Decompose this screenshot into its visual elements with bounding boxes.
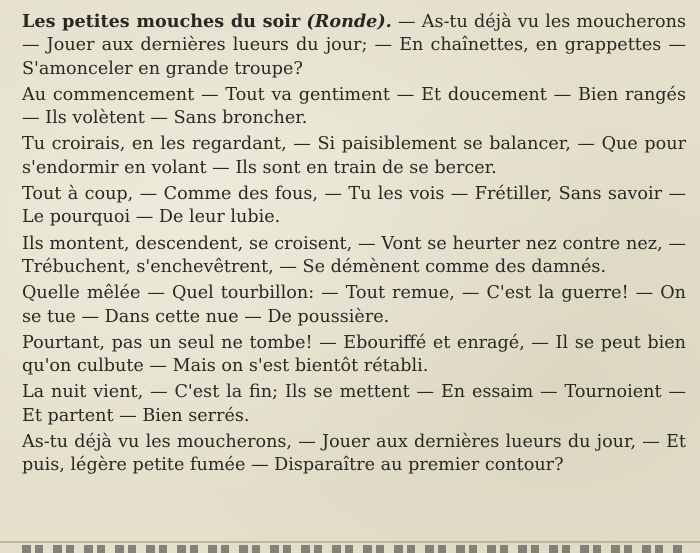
poem-title: Les petites mouches du soir	[22, 11, 301, 32]
poem-paragraph-2: Au commencement — Tout va gentiment — Et doucement — Bien rangés — Ils volètent — Sans broncher.	[22, 84, 686, 129]
poem-subtitle: (Ronde).	[306, 11, 392, 32]
poem-paragraph-7: Pourtant, pas un seul ne tombe! — Ebouriffé et enragé, — Il se peut bien qu'on culbute — Mais on s'est bientôt rétabli.	[22, 332, 686, 377]
poem-paragraph-1-text: — As-tu déjà vu les moucherons — Jouer aux dernières lueurs du jour; — En chaînettes, en grappettes — S'amonceler en grande troupe?	[22, 12, 686, 79]
poem-paragraph-9: As-tu déjà vu les moucherons, — Jouer aux dernières lueurs du jour, — Et puis, légère petite fumée — Disparaître au premier contour?	[22, 432, 686, 476]
poem-paragraph-5: Ils montent, descendent, se croisent, — Vont se heurter nez contre nez, — Trébuchent, s'enchevêtrent, — Se démènent comme des damnés.	[22, 233, 686, 277]
cut-off-next-line	[22, 545, 686, 553]
poem-text-block	[22, 10, 686, 481]
poem-paragraph-4: Tout à coup, — Comme des fous, — Tu les vois — Frétiller, Sans savoir — Le pourquoi — De leur lubie.	[22, 184, 686, 228]
poem-paragraph-3: Tu croirais, en les regardant, — Si paisiblement se balancer, — Que pour s'endormir en volant — Ils sont en train de se bercer.	[22, 134, 686, 178]
cut-off-ink	[22, 545, 686, 553]
poem-paragraph-6: Quelle mêlée — Quel tourbillon: — Tout remue, — C'est la guerre! — On se tue — Dans cette nue — De poussière.	[22, 283, 686, 327]
poem-paragraph-1	[22, 10, 686, 81]
poem-paragraph-8: La nuit vient, — C'est la fin; Ils se mettent — En essaim — Tournoient — Et partent — Bien serrés.	[22, 382, 686, 426]
page-divider	[0, 541, 700, 543]
